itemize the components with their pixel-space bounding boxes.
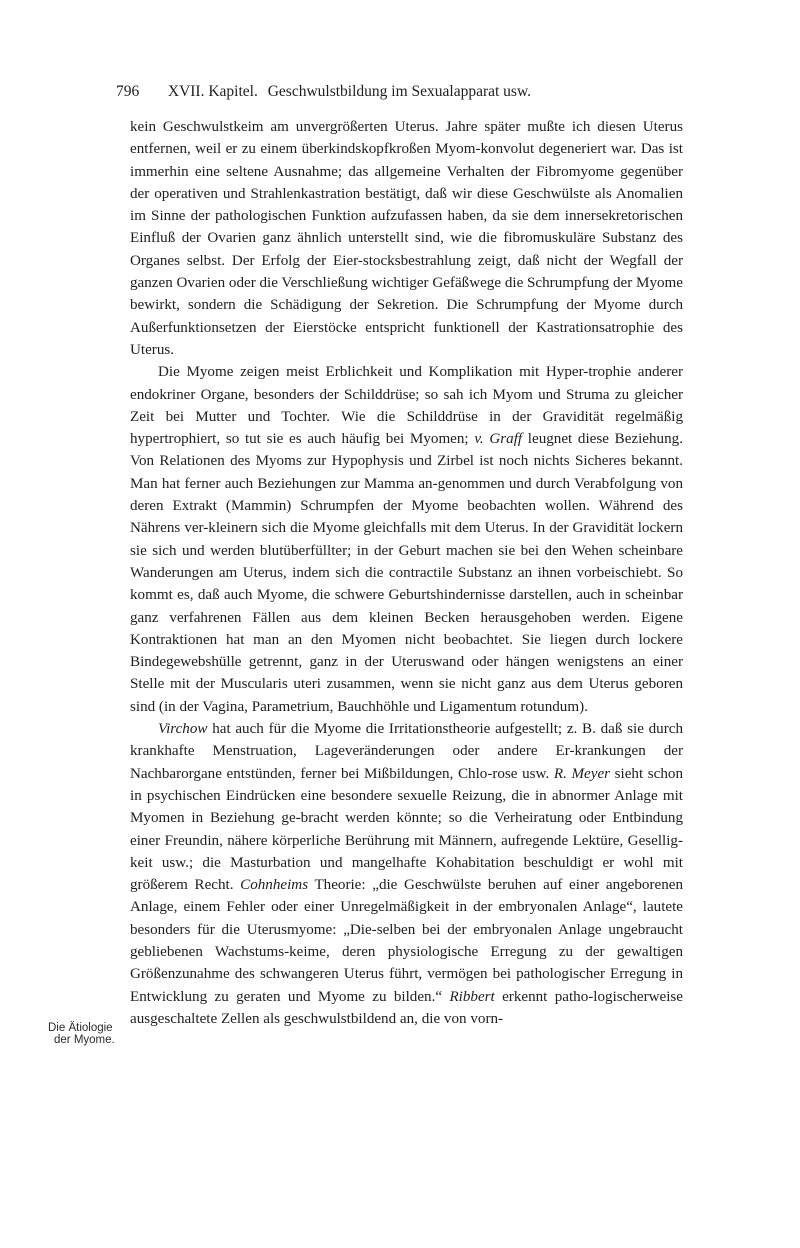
author-name-graff: v. Graff bbox=[474, 431, 523, 448]
paragraph-3-text-b: sieht schon in psychischen Eindrücken eine besondere sexuelle Reizung, die in abnormer Anlage mit Myomen in Beziehung ge-bracht werden könnte; so die Verheiratung oder Entbindung einer Freundin, nähere körperliche Berührung mit Männern, aufregende Lektüre, Gesellig-keit usw.; die Masturbation und mangelhafte Kohabitation beschuldigt er wohl mit größerem Recht. bbox=[130, 765, 683, 894]
author-name-cohnheim: Cohnheims bbox=[240, 877, 309, 894]
paragraph-2-text-a: Die Myome zeigen meist Erblichkeit und Komplikation mit Hyper-trophie anderer endokriner Organe, besonders der Schilddrüse; so sah ich Myom und Struma zu gleicher Zeit bei Mutter und Tochter. Wie die Schilddrüse in der Gravidität regelmäßig hypertrophiert, so tut sie es auch häufig bei Myomen; bbox=[130, 364, 683, 448]
margin-note bbox=[48, 1022, 126, 1046]
author-name-ribbert: Ribbert bbox=[449, 988, 495, 1005]
chapter-label: XVII. Kapitel. bbox=[167, 83, 258, 100]
page-number: 796 bbox=[116, 83, 140, 100]
paragraph-3 bbox=[130, 718, 683, 1030]
paragraph-2 bbox=[130, 361, 683, 718]
paragraph-1 bbox=[130, 116, 683, 361]
paragraph-3-text-c: Theorie: „die Geschwülste beruhen auf einer angeborenen Anlage, einem Fehler oder einer Unregelmäßigkeit in der embryonalen Anlage“, lautete besonders für die Uterusmyome: „Die-selben bei der embryonalen Anlage ungebraucht gebliebenen Wachstums-keime, deren physiologische Erregung zu der gewaltigen Größenzunahme des schwangeren Uterus führt, vermögen bei pathologischer Erregung in Entwicklung zu geraten und Myome zu bilden.“ bbox=[130, 877, 683, 1005]
running-title: Geschwulstbildung im Sexualapparat usw. bbox=[267, 83, 532, 100]
running-head bbox=[116, 80, 696, 104]
margin-note-line-1: Die Ätiologie bbox=[48, 1022, 113, 1034]
author-name-meyer: R. Meyer bbox=[553, 765, 611, 782]
margin-note-line-2: der Myome. bbox=[54, 1034, 115, 1046]
paragraph-3-text-a: hat auch für die Myome die Irritationstheorie aufgestellt; z. B. daß sie durch krankhafte Menstruation, Lageveränderungen oder andere Er-krankungen der Nachbarorgane entstünden, ferner bei Mißbildungen, Chlo-rose usw. bbox=[130, 721, 683, 782]
body-text bbox=[130, 116, 683, 1030]
author-name-virchow: Virchow bbox=[158, 721, 208, 738]
paragraph-2-text-b: leugnet diese Beziehung. Von Relationen des Myoms zur Hypophysis und Zirbel ist noch nichts Sicheres bekannt. Man hat ferner auch Beziehungen zur Mamma an-genommen und durch Verabfolgung von deren Extrakt (Mammin) Schrumpfen der Myome beobachten wollen. Während des Nährens ver-kleinern sich die Myome gleichfalls mit dem Uterus. In der Gravidität lockern sie sich und werden blutüberfüllter; in der Geburt machen sie bei den Wehen scheinbare Wanderungen am Uterus, indem sich die contractile Substanz an ihnen vorbeischiebt. So kommt es, daß auch Myome, die schwere Geburtshindernisse darstellen, auch in scheinbar ganz verfahrenen Fällen aus dem kleinen Becken herausgehoben werden. Eigene Kontraktionen hat man an den Myomen nicht beobachtet. Sie liegen durch lockere Bindegewebshülle getrennt, ganz in der Uteruswand oder hängen wenigstens an einer Stelle mit der Muscularis uteri zusammen, wenn sie nicht ganz aus dem Uterus geboren sind (in der Vagina, Parametrium, Bauchhöhle und Ligamentum rotundum). bbox=[130, 431, 683, 715]
paragraph-3-text-d: erkennt patho-logischerweise ausgeschaltete Zellen als geschwulstbildend an, die von vorn- bbox=[130, 988, 683, 1027]
paragraph-1-text: kein Geschwulstkeim am unvergrößerten Uterus. Jahre später mußte ich diesen Uterus entfernen, weil er zu einem überkindskopfkroßen Myom-konvolut degeneriert war. Das ist immerhin eine seltene Ausnahme; das allgemeine Verhalten der Fibromyome gegenüber der operativen und Strahlenkastration bestätigt, daß wir diese Geschwülste als Anomalien im Sinne der pathologischen Funktion aufzufassen haben, da sie dem innersekretorischen Einfluß der Ovarien ganz ähnlich unterstellt sind, wie die fibromuskuläre Substanz des Organes selbst. Der Erfolg der Eier-stocksbestrahlung zeigt, daß nicht der Wegfall der ganzen Ovarien oder die Verschließung wichtiger Gefäßwege die Schrumpfung der Myome bewirkt, sondern die Schädigung der Sekretion. Die Schrumpfung der Myome durch Außerfunktionsetzen der Eierstöcke entspricht funktionell der Kastrationsatrophie des Uterus. bbox=[130, 119, 683, 358]
